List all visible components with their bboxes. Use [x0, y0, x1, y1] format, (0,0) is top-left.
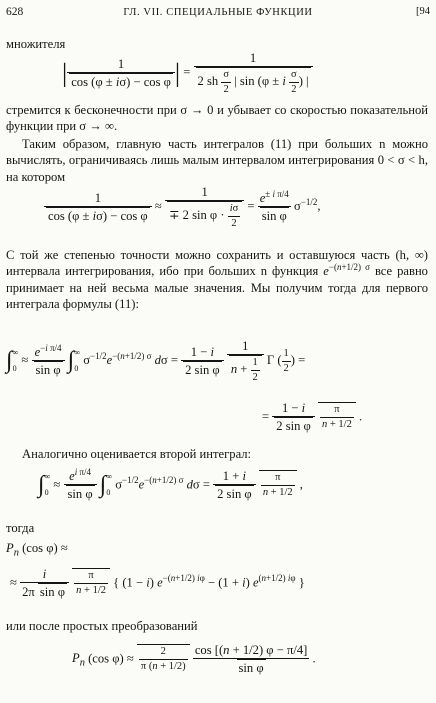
- paragraph-4-end: все равно принимает на ней весьма малые значения. Мы получим тогда для первого интеграла формулы (11):: [6, 264, 428, 312]
- formula-6: $P_n$ (cos φ) ≈ $\frac{2}{\pi (n + 1/2)}$ $\frac{\cos [(n + 1/2) \varphi - \pi/4]}{\text{sin φ}}$ .: [72, 643, 316, 676]
- chapter-title: ГЛ. VII. СПЕЦИАЛЬНЫЕ ФУНКЦИИ: [123, 7, 313, 18]
- paragraph-2: стремится к бесконечности при σ → 0 и убывает со скоростью показательной функции при σ → ∞.: [6, 103, 428, 134]
- formula-4: ∫∞ 0 ≈ $\frac{e^{i \pi/4}}{\text{sin φ}}$ ∫∞ 0 $\sigma^{-1/2}e^{-(n+1/2) \sigma}$ dσ = $\frac{1 + i}{\text{2 sin φ}}$ $\frac{\pi}{n + 1/2}$ ,: [38, 467, 303, 502]
- section-number: [94: [416, 6, 430, 17]
- paragraph-3: Таким образом, главную часть интегралов (11) при больших n можно вычислять, ограничиваясь лишь малым интервалом интегрирования 0 < σ < h, на котором: [6, 137, 428, 184]
- paragraph-6: тогда: [6, 521, 35, 535]
- formula-5-cont: ≈ $\frac{i}{\text{2π sin φ}}$ $\frac{\pi}{n + 1/2}$ { (1 − i) $e^{-(n+1/2) i\varphi} - (1 + i)$ $e^{(n+1/2) i\varphi}$ }: [10, 567, 305, 600]
- paragraph-4-start: С той же степенью точности можно сохранить и оставшуюся часть (h, ∞) интервала интегрирования, ибо при больших n функция: [6, 248, 428, 279]
- running-header: [6, 5, 430, 21]
- page-number: 628: [6, 6, 24, 18]
- paragraph-4: С той же степенью точности можно сохранить и оставшуюся часть (h, ∞) интервала интегрирования, ибо при больших n функция $e^{-(n+1/2) \sigma}$ все равно принимает на ней весьма малые значения. Мы получим тогда для первого интеграла формулы (11):: [6, 248, 428, 312]
- paragraph-7: или после простых преобразований: [6, 619, 198, 633]
- paragraph-5: Аналогично оценивается второй интеграл:: [22, 447, 252, 461]
- formula-5: $P_n$ (cos φ) ≈: [6, 541, 68, 559]
- paragraph-1: множителя: [6, 37, 66, 51]
- formula-3-cont: = $\frac{1 - i}{\text{2 sin φ}}$ $\frac{\pi}{n + 1/2}$ .: [262, 401, 363, 434]
- formula-1: | $\frac{1}{\text{cos (φ ± iσ) − cos φ}}$ | = 1 2 sh $\frac{\sigma}{2}$ | sin (φ ± i $\frac{\sigma}{2}$ ) |: [62, 50, 313, 97]
- formula-2: $\frac{1}{\text{cos (φ ± iσ) − cos φ}}$ ≈ 1 ∓ 2 sin φ · $\frac{i\sigma}{2}$ = $\frac{e^{\pm i \pi/4}}{\text{sin φ}}$ $\sigma^{-1/2}$,: [44, 184, 320, 231]
- formula-3: ∫∞ 0 ≈ $\frac{e^{-i \pi/4}}{\text{sin φ}}$ ∫∞ 0 $\sigma^{-1/2}e^{-(n+1/2) \sigma}$ dσ = $\frac{1 - i}{\text{2 sin φ}}$ 1 n + $\frac{1}{2}$ Γ ( $\frac{1}{2}$ ) =: [6, 339, 306, 383]
